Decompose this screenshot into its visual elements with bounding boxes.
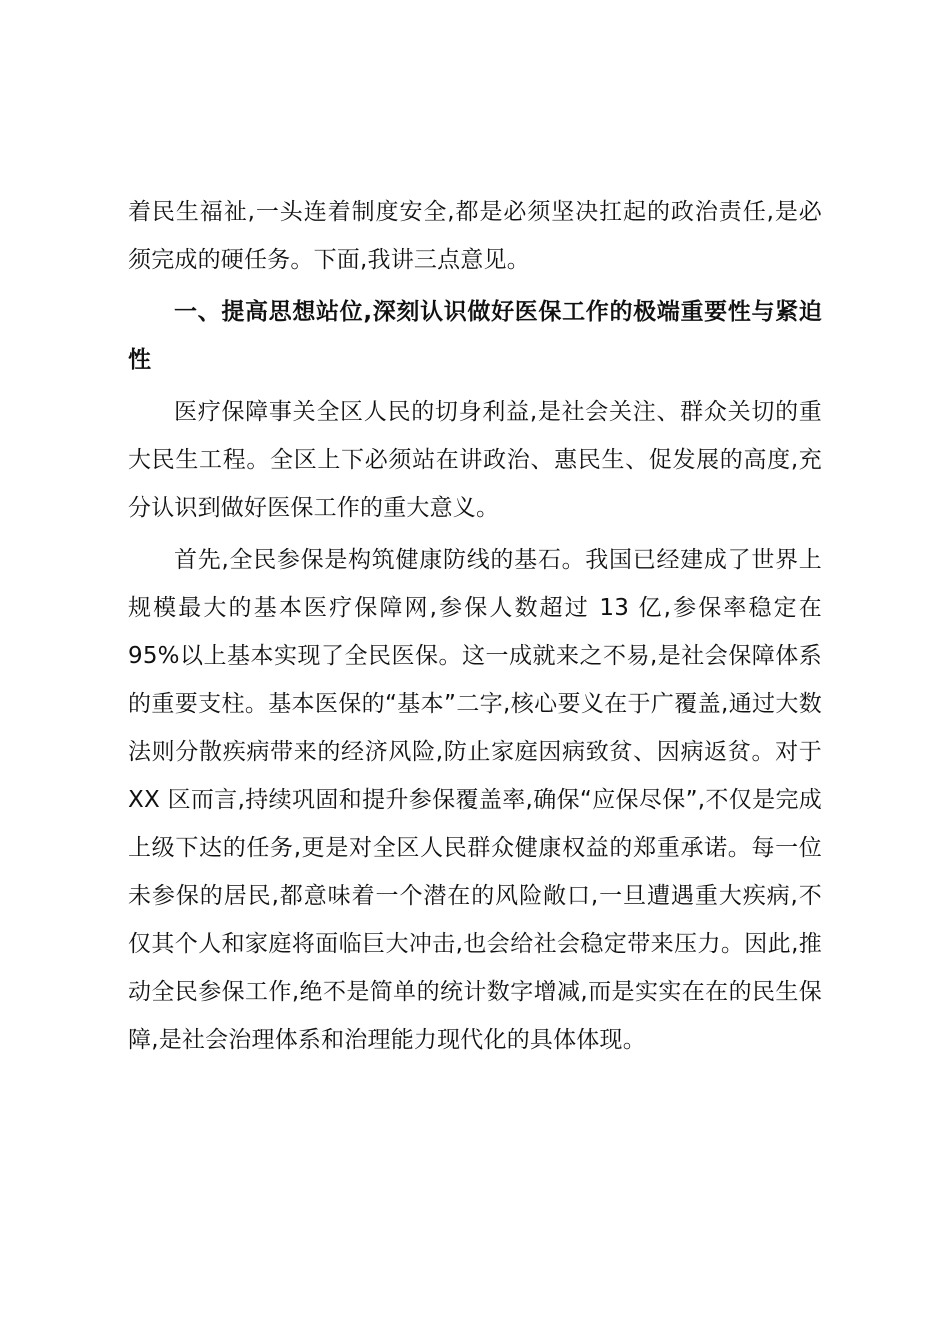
body-paragraph-2: 首先,全民参保是构筑健康防线的基石。我国已经建成了世界上规模最大的基本医疗保障网,参保人数超过 13 亿,参保率稳定在 95%以上基本实现了全民医保。这一成就来之不易,是社会保障体系的重要支柱。基本医保的“基本”二字,核心要义在于广覆盖,通过大数法则分散疾病带来的经济风险,防止家庭因病致贫、因病返贫。对于 XX 区而言,持续巩固和提升参保覆盖率,确保“应保尽保”,不仅是完成上级下达的任务,更是对全区人民群众健康权益的郑重承诺。每一位未参保的居民,都意味着一个潜在的风险敞口,一旦遭遇重大疾病,不仅其个人和家庭将面临巨大冲击,也会给社会稳定带来压力。因此,推动全民参保工作,绝不是简单的统计数字增减,而是实实在在的民生保障,是社会治理体系和治理能力现代化的具体体现。 (128, 547, 822, 1053)
section-heading-1: 一、提高思想站位,深刻认识做好医保工作的极端重要性与紧迫性 (128, 299, 822, 373)
body-paragraph-1: 医疗保障事关全区人民的切身利益,是社会关注、群众关切的重大民生工程。全区上下必须站在讲政治、惠民生、促发展的高度,充分认识到做好医保工作的重大意义。 (128, 399, 822, 521)
document-body (128, 188, 822, 1068)
continuation-paragraph: 着民生福祉,一头连着制度安全,都是必须坚决扛起的政治责任,是必须完成的硬任务。下面,我讲三点意见。 (128, 199, 822, 273)
